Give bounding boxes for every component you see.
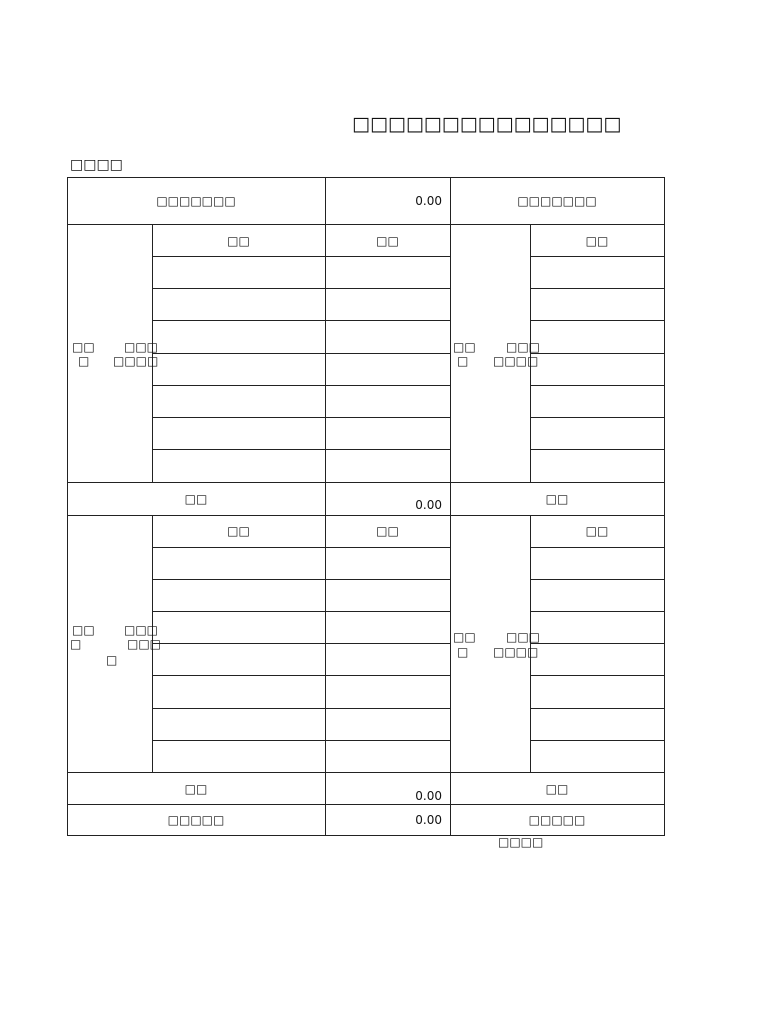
s1-left-row-4 bbox=[152, 353, 450, 354]
subtotal1-value: 0.00 bbox=[415, 498, 442, 512]
s1-left-row-2 bbox=[152, 288, 450, 289]
section1-right-header-amount: □□ bbox=[585, 234, 609, 248]
table-top-border bbox=[67, 177, 665, 178]
section1-left-group-line2-a: □ bbox=[78, 354, 90, 368]
s2-left-row-5 bbox=[152, 675, 450, 676]
s2-left-row-7 bbox=[152, 740, 450, 741]
s2-left-row-4 bbox=[152, 643, 450, 644]
subtotal2-right-label: □□ bbox=[545, 782, 569, 796]
subtotal1-bottom bbox=[67, 515, 665, 516]
section1-right-group-line1-a: □□ bbox=[453, 340, 476, 354]
section2-left-group-line1-a: □□ bbox=[72, 623, 95, 637]
s1-left-row-5 bbox=[152, 385, 450, 386]
s2-right-row-7 bbox=[530, 740, 665, 741]
table-right-border bbox=[664, 177, 665, 836]
subtotal2-value: 0.00 bbox=[415, 789, 442, 803]
s2-left-row-1 bbox=[152, 547, 450, 548]
s2-right-row-3 bbox=[530, 611, 665, 612]
s1-left-row-3 bbox=[152, 320, 450, 321]
s2-right-row-6 bbox=[530, 708, 665, 709]
subtotal1-left-label: □□ bbox=[184, 492, 208, 506]
section2-left-header-amount: □□ bbox=[376, 524, 399, 538]
s2-right-row-1 bbox=[530, 547, 665, 548]
s2-left-row-3 bbox=[152, 611, 450, 612]
section2-left-group-line1-b: □□□ bbox=[124, 623, 159, 637]
s2-right-row-4 bbox=[530, 643, 665, 644]
s2-right-row-5 bbox=[530, 675, 665, 676]
s2-left-row-2 bbox=[152, 579, 450, 580]
final-left-label: □□□□□ bbox=[167, 813, 225, 827]
subtotal2-bottom bbox=[67, 804, 665, 805]
s1-left-row-1 bbox=[152, 256, 450, 257]
final-value: 0.00 bbox=[415, 813, 442, 827]
s1-left-row-7 bbox=[152, 449, 450, 450]
s1-right-row-5 bbox=[530, 385, 665, 386]
section1-left-group-line1-a: □□ bbox=[72, 340, 95, 354]
s1-right-row-3 bbox=[530, 320, 665, 321]
section2-right-header-amount: □□ bbox=[585, 524, 609, 538]
section2-left-group-line3: □ bbox=[106, 653, 118, 667]
s1-right-row-6 bbox=[530, 417, 665, 418]
section2-right-group-line1-a: □□ bbox=[453, 630, 476, 644]
section2-left-group-line2-b: □□□ bbox=[127, 637, 162, 651]
top-right-label: □□□□□□□ bbox=[517, 194, 597, 208]
final-right-label: □□□□□ bbox=[528, 813, 586, 827]
section2-right-group-line1-b: □□□ bbox=[506, 630, 541, 644]
s2-right-row-2 bbox=[530, 579, 665, 580]
section1-left-header-project: □□ bbox=[227, 234, 250, 248]
section1-right-group-line2-b: □□□□ bbox=[493, 354, 539, 368]
section1-bottom bbox=[67, 482, 665, 483]
s1-right-row-7 bbox=[530, 449, 665, 450]
section2-left-group-line2-a: □ bbox=[70, 637, 82, 651]
top-left-label: □□□□□□□ bbox=[156, 194, 236, 208]
footer-note: □□□□ bbox=[498, 835, 544, 849]
section2-left-header-project: □□ bbox=[227, 524, 250, 538]
s1-left-row-6 bbox=[152, 417, 450, 418]
section2-right-group-line2-b: □□□□ bbox=[493, 645, 539, 659]
section1-left-group-line2-b: □□□□ bbox=[113, 354, 159, 368]
subtotal2-left-label: □□ bbox=[184, 782, 208, 796]
top-value: 0.00 bbox=[415, 194, 442, 208]
table-bottom-border bbox=[67, 835, 665, 836]
unit-label: □□□□ bbox=[70, 157, 123, 173]
section2-right-group-line2-a: □ bbox=[457, 645, 469, 659]
document-title: □□□□□□□□□□□□□□□ bbox=[352, 113, 622, 135]
section1-left-header-amount: □□ bbox=[376, 234, 399, 248]
subtotal1-right-label: □□ bbox=[545, 492, 569, 506]
s2-left-row-6 bbox=[152, 708, 450, 709]
s1-right-row-1 bbox=[530, 256, 665, 257]
top-row-bottom bbox=[67, 224, 665, 225]
section1-right-group-line1-b: □□□ bbox=[506, 340, 541, 354]
s1-right-row-4 bbox=[530, 353, 665, 354]
section1-left-group-line1-b: □□□ bbox=[124, 340, 159, 354]
s1-right-row-2 bbox=[530, 288, 665, 289]
section2-bottom bbox=[67, 772, 665, 773]
section1-right-group-line2-a: □ bbox=[457, 354, 469, 368]
